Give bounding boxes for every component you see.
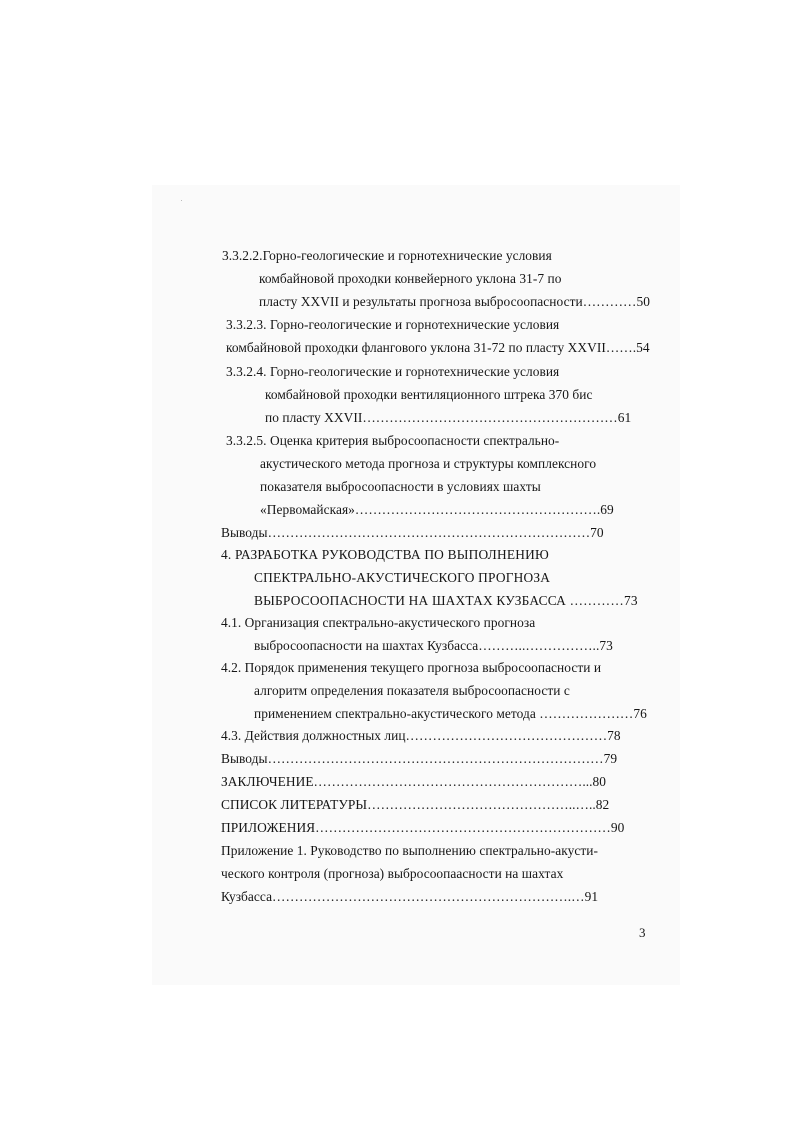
toc-line: комбайновой проходки флангового уклона 31-72 по пласту XXVII…….54 [226, 340, 650, 355]
toc-line: 3.3.2.4. Горно-геологические и горнотехнические условия [226, 364, 560, 379]
toc-line: алгоритм определения показателя выбросоопасности с [254, 683, 570, 698]
toc-line: 3.3.2.3. Горно-геологические и горнотехнические условия [226, 317, 560, 332]
toc-line: 4.2. Порядок применения текущего прогноза выбросоопасности и [221, 660, 602, 675]
toc-line: ПРИЛОЖЕНИЯ…………………………………………………………90 [221, 820, 625, 835]
toc-chapter-heading: 4. РАЗРАБОТКА РУКОВОДСТВА ПО ВЫПОЛНЕНИЮ [221, 547, 549, 562]
toc-line: 3.3.2.2.Горно-геологические и горнотехнические условия [222, 248, 552, 263]
toc-line: Выводы………………………………………………………………70 [221, 525, 604, 540]
scan-speck [181, 200, 182, 201]
toc-line: 4.3. Действия должностных лиц………………………………………78 [221, 728, 621, 743]
toc-chapter-heading: СПЕКТРАЛЬНО-АКУСТИЧЕСКОГО ПРОГНОЗА [254, 570, 551, 585]
toc-line: ЗАКЛЮЧЕНИЕ……………………………………………………...80 [221, 774, 607, 789]
toc-line: выбросоопасности на шахтах Кузбасса………..……………..73 [254, 638, 613, 653]
toc-line: Кузбасса………………………………………………………….…91 [221, 889, 599, 904]
toc-line: применением спектрально-акустического метода …………………76 [254, 706, 647, 721]
toc-line: показателя выбросоопасности в условиях шахты [260, 479, 541, 494]
toc-line: 3.3.2.5. Оценка критерия выбросоопасности спектрально- [226, 433, 560, 448]
toc-line: комбайновой проходки вентиляционного штрека 370 бис [265, 387, 593, 402]
toc-line: 4.1. Организация спектрально-акустического прогноза [221, 615, 536, 630]
toc-line: СПИСОК ЛИТЕРАТУРЫ………………………………………..…..82 [221, 797, 610, 812]
toc-line: акустического метода прогноза и структуры комплексного [260, 456, 597, 471]
page-number: 3 [639, 925, 646, 940]
toc-line: комбайновой проходки конвейерного уклона 31-7 по [259, 271, 562, 286]
toc-line: «Первомайская»……………………………………………….69 [260, 502, 614, 517]
toc-line: ческого контроля (прогноза) выбросоопаасности на шахтах [221, 866, 564, 881]
toc-line: пласту XXVII и результаты прогноза выбросоопасности…………50 [259, 294, 650, 309]
toc-line: по пласту XXVII…………………………………………………61 [265, 410, 632, 425]
toc-chapter-heading: ВЫБРОСООПАСНОСТИ НА ШАХТАХ КУЗБАССА …………73 [254, 593, 638, 608]
toc-line: Выводы…………………………………………………………………79 [221, 751, 618, 766]
toc-line: Приложение 1. Руководство по выполнению спектрально-акусти- [221, 843, 598, 858]
